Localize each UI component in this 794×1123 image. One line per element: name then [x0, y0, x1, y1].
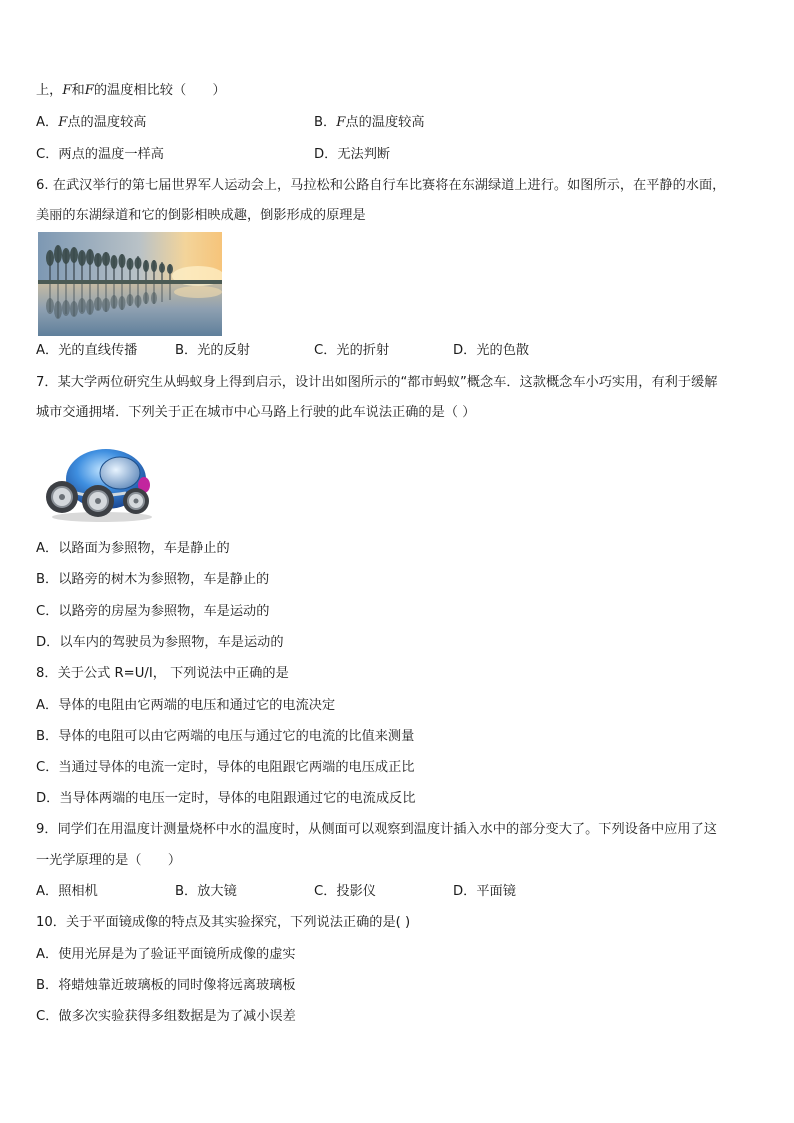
wheel-front-right [123, 488, 149, 514]
q7-stem-line2: 城市交通拥堵．下列关于正在城市中心马路上行驶的此车说法正确的是（ ） [36, 405, 476, 420]
q7-option-d: D．以车内的驾驶员为参照物，车是运动的 [36, 635, 284, 650]
q5-option-b [314, 114, 425, 132]
concept-car-icon [40, 435, 160, 525]
q8-option-c: C．当通过导体的电流一定时，导体的电阻跟它两端的电压成正比 [36, 760, 415, 775]
q7-option-c: C．以路旁的房屋为参照物，车是运动的 [36, 604, 270, 619]
q6-option-d: D．光的色散 [453, 343, 530, 358]
q8-stem: 8．关于公式 R=U/I， 下列说法中正确的是 [36, 666, 289, 681]
q5-option-a-text: 点的温度较高 [67, 115, 147, 130]
q5-option-d: D．无法判断 [314, 147, 391, 162]
q5-stem-f1: F [62, 83, 72, 98]
q8-option-b: B．导体的电阻可以由它两端的电压与通过它的电流的比值来测量 [36, 729, 415, 744]
q9-options [36, 883, 776, 901]
q5-stem-post: 的温度相比较（ ） [93, 83, 226, 98]
q9-stem-line2: 一光学原理的是（ ） [36, 853, 182, 868]
q5-option-b-f: F [336, 115, 346, 130]
q5-option-b-text: 点的温度较高 [345, 115, 425, 130]
q9-option-a: A．照相机 [36, 884, 98, 899]
q5-stem-pre: 上， [36, 83, 63, 98]
q9-option-b: B．放大镜 [175, 884, 237, 899]
q5-stem [36, 82, 226, 100]
q9-stem-line1: 9．同学们在用温度计测量烧杯中水的温度时，从侧面可以观察到温度计插入水中的部分变大了。下列设备中应用了这 [36, 822, 717, 837]
q7-option-b: B．以路旁的树木为参照物，车是静止的 [36, 572, 270, 587]
q5-option-a [36, 114, 147, 132]
q8-option-d: D．当导体两端的电压一定时，导体的电阻跟通过它的电流成反比 [36, 791, 416, 806]
lake-reflection-icon [38, 232, 222, 336]
q5-options-row1 [36, 114, 776, 132]
q5-option-b-label: B． [314, 115, 337, 130]
q5-option-a-f: F [58, 115, 68, 130]
lake-reflection-photo [38, 232, 222, 336]
q6-option-b: B．光的反射 [175, 343, 250, 358]
wheel-front-left [82, 485, 114, 517]
q10-stem: 10．关于平面镜成像的特点及其实验探究，下列说法正确的是( ) [36, 915, 411, 930]
q8-option-a: A．导体的电阻由它两端的电压和通过它的电流决定 [36, 698, 336, 713]
concept-car-illustration [40, 435, 160, 525]
q5-option-a-label: A． [36, 115, 59, 130]
q6-stem-line1: 6. 在武汉举行的第七届世界军人运动会上，马拉松和公路自行车比赛将在东湖绿道上进行。如图所示，在平静的水面， [36, 178, 726, 193]
q10-option-a: A．使用光屏是为了验证平面镜所成像的虚实 [36, 947, 296, 962]
q6-options [36, 342, 776, 360]
q6-option-c: C．光的折射 [314, 343, 390, 358]
q6-stem-line2: 美丽的东湖绿道和它的倒影相映成趣，倒影形成的原理是 [36, 208, 366, 223]
q5-stem-f2: F [84, 83, 94, 98]
q5-options-row2 [36, 146, 776, 164]
q9-option-d: D．平面镜 [453, 884, 516, 899]
q5-option-c: C．两点的温度一样高 [36, 147, 164, 162]
wheel-rear-left [46, 481, 78, 513]
q7-option-a: A．以路面为参照物，车是静止的 [36, 541, 230, 556]
q10-option-c: C．做多次实验获得多组数据是为了减小误差 [36, 1009, 296, 1024]
q9-option-c: C．投影仪 [314, 884, 376, 899]
q6-option-a: A．光的直线传播 [36, 343, 138, 358]
q10-option-b: B．将蜡烛靠近玻璃板的同时像将远离玻璃板 [36, 978, 296, 993]
q5-stem-mid: 和 [71, 83, 85, 98]
q7-stem-line1: 7．某大学两位研究生从蚂蚁身上得到启示，设计出如图所示的“都市蚂蚁”概念车．这款概念车小巧实用，有利于缓解 [36, 375, 718, 390]
